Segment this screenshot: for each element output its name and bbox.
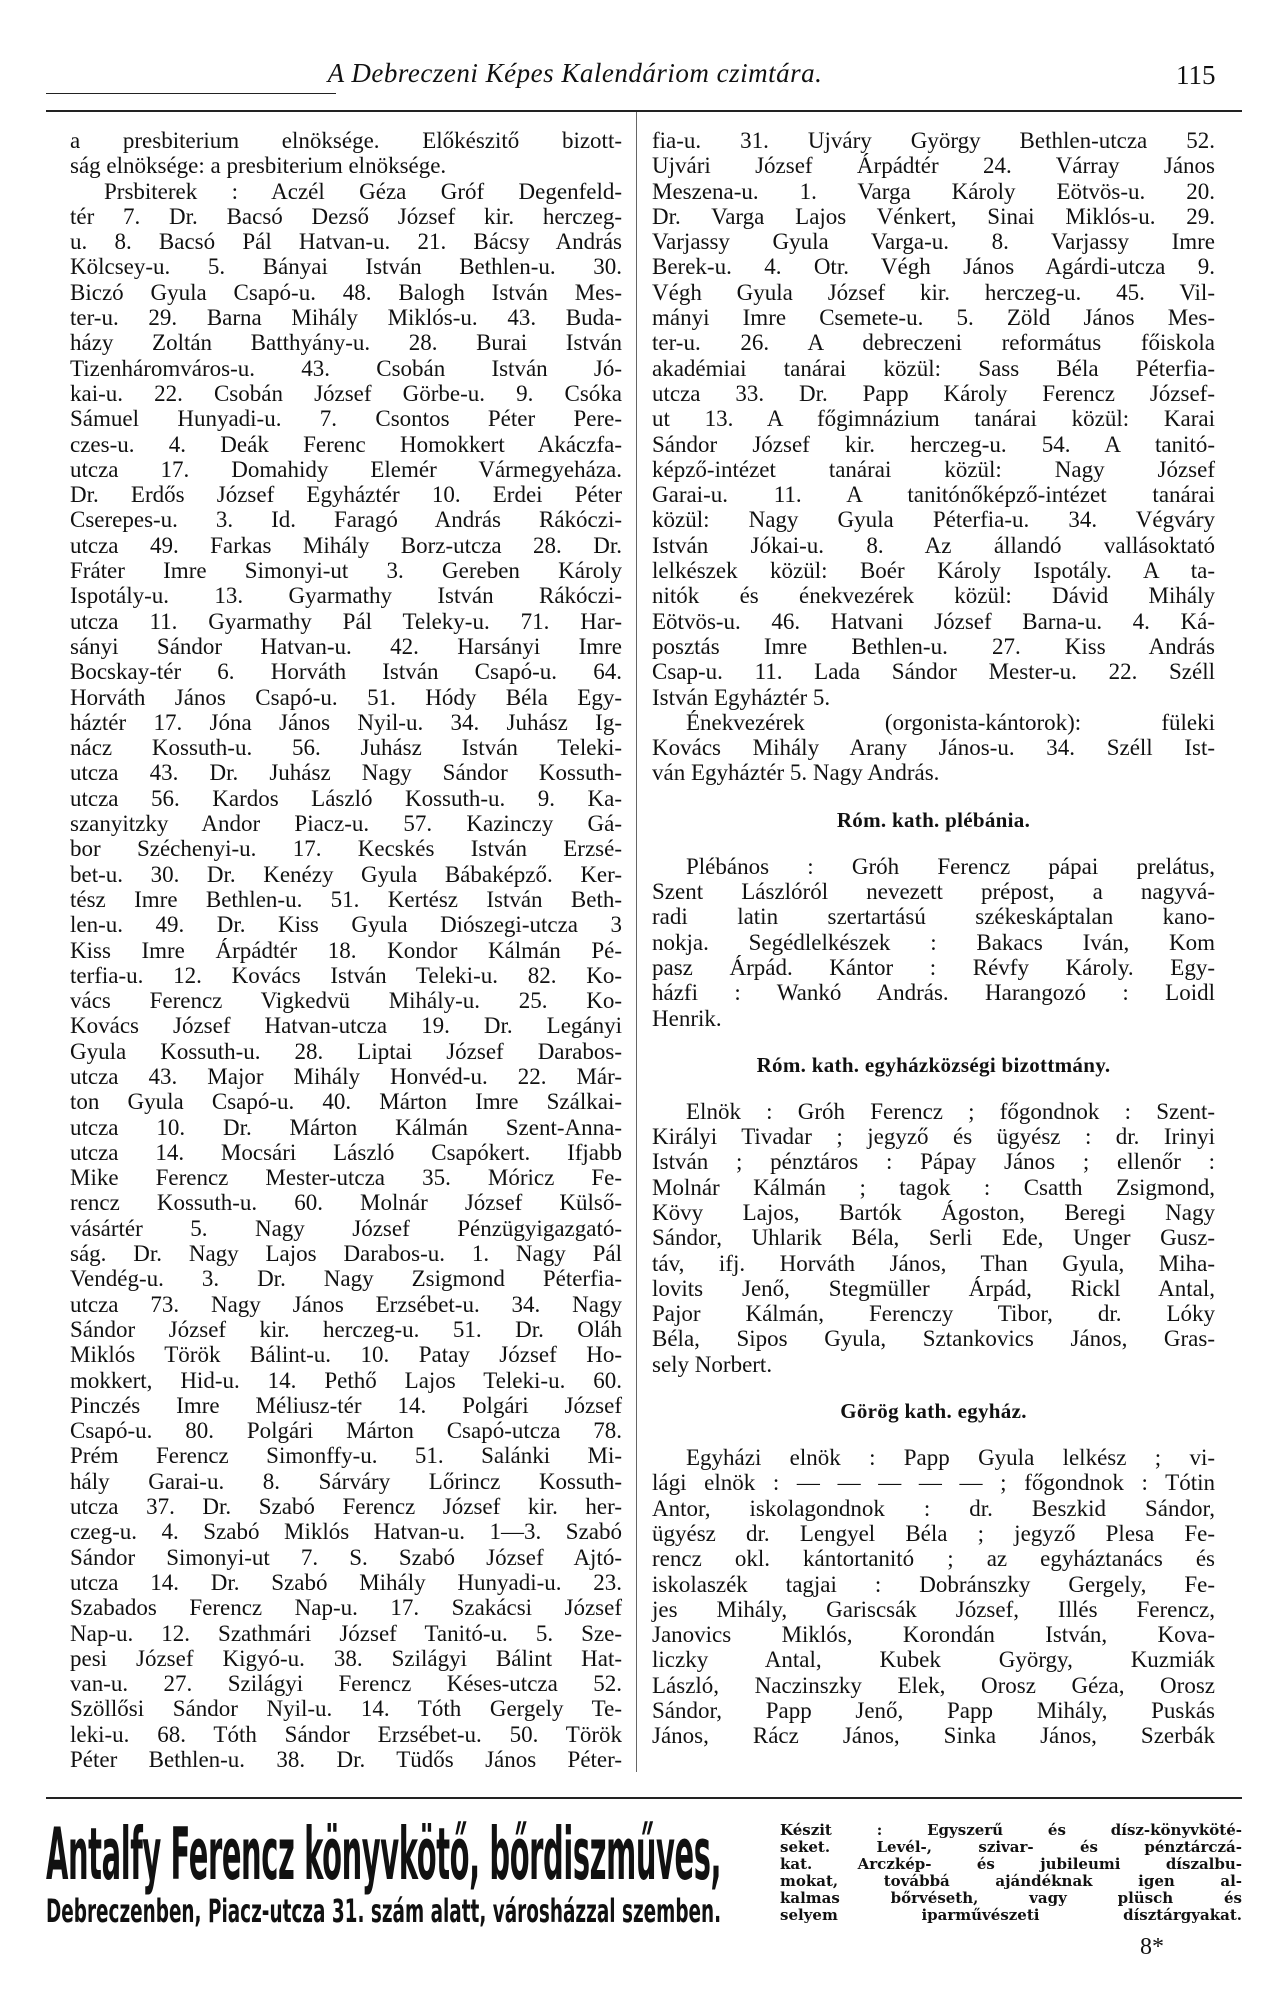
right-column bbox=[652, 128, 1215, 1749]
text-line: bor Széchenyi-u. 17. Kecskés István Erzsé- bbox=[70, 836, 622, 862]
text-line: Sándor Simonyi-ut 7. S. Szabó József Ajtó- bbox=[70, 1544, 622, 1570]
advertisement-rule bbox=[46, 1797, 1242, 1799]
section-heading: Róm. kath. plébánia. bbox=[836, 807, 1031, 832]
text-line: Sándor, Papp Jenő, Papp Mihály, Puskás bbox=[652, 1698, 1215, 1724]
text-line: Sándor József kir. herczeg-u. 54. A tanitó- bbox=[652, 431, 1215, 457]
text-line: nitók és énekvezérek közül: Dávid Mihály bbox=[652, 583, 1215, 609]
text-line: Nap-u. 12. Szathmári József Tanitó-u. 5. Sze- bbox=[70, 1620, 622, 1646]
header-title: A Debreczeni Képes Kalendáriom czimtára. bbox=[327, 58, 823, 88]
text-line: utcza 10. Dr. Márton Kálmán Szent-Anna- bbox=[70, 1114, 622, 1140]
text-line: a presbiterium elnöksége. Előkészitő bizott- bbox=[70, 128, 622, 153]
text-line: pesi József Kigyó-u. 38. Szilágyi Bálint Hat- bbox=[70, 1645, 622, 1671]
text-line: akadémiai tanárai közül: Sass Béla Péterfia- bbox=[652, 355, 1215, 381]
text-line: utcza 33. Dr. Papp Károly Ferencz József- bbox=[652, 380, 1215, 406]
paragraph bbox=[70, 179, 622, 1773]
text-line: István Jókai-u. 8. Az állandó vallásoktató bbox=[652, 532, 1215, 558]
text-line: ság elnöksége: a presbiterium elnöksége. bbox=[70, 153, 447, 179]
text-line: rencz Kossuth-u. 60. Molnár József Külső- bbox=[70, 1190, 622, 1216]
text-line: nokja. Segédlelkészek : Bakacs Iván, Kom bbox=[652, 929, 1215, 955]
paragraph bbox=[652, 128, 1215, 710]
header-rule bbox=[46, 110, 1242, 112]
text-line: Pajor Kálmán, Ferenczy Tibor, dr. Lóky bbox=[652, 1301, 1215, 1327]
text-line: ter-u. 29. Barna Mihály Miklós-u. 43. Buda- bbox=[70, 305, 622, 331]
text-line: Eötvös-u. 46. Hatvani József Barna-u. 4. Ká- bbox=[652, 608, 1215, 634]
text-line: leki-u. 68. Tóth Sándor Erzsébet-u. 50. Török bbox=[70, 1721, 622, 1747]
text-line: lági elnök : — — — — — ; főgondnok : Tótin bbox=[652, 1470, 1215, 1496]
header-rule-short bbox=[46, 93, 336, 94]
text-line: sányi Sándor Hatvan-u. 42. Harsányi Imre bbox=[70, 633, 622, 659]
text-line: mányi Imre Csemete-u. 5. Zöld János Mes- bbox=[652, 305, 1215, 331]
text-line: Egyházi elnök : Papp Gyula lelkész ; vi- bbox=[686, 1445, 1215, 1471]
text-line: Kiss Imre Árpádtér 18. Kondor Kálmán Pé- bbox=[70, 937, 622, 963]
text-line: len-u. 49. Dr. Kiss Gyula Diószegi-utcza 3 bbox=[70, 912, 622, 938]
text-line: liczky Antal, Kubek György, Kuzmiák bbox=[652, 1647, 1215, 1673]
text-line: János, Rácz János, Sinka János, Szerbák bbox=[652, 1723, 1215, 1749]
text-line: Sándor József kir. herczeg-u. 51. Dr. Oláh bbox=[70, 1316, 622, 1342]
text-line: Sándor, Uhlarik Béla, Serli Ede, Unger Gusz- bbox=[652, 1225, 1215, 1251]
text-line: vács Ferencz Vigkedvü Mihály-u. 25. Ko- bbox=[70, 988, 622, 1014]
text-line: ság. Dr. Nagy Lajos Darabos-u. 1. Nagy Pál bbox=[70, 1241, 622, 1267]
text-line: Antor, iskolagondnok : dr. Beszkid Sándor, bbox=[652, 1495, 1215, 1521]
text-line: Meszena-u. 1. Varga Károly Eötvös-u. 20. bbox=[652, 178, 1215, 204]
text-line: ut 13. A főgimnázium tanárai közül: Karai bbox=[652, 406, 1215, 432]
text-line: sely Norbert. bbox=[652, 1351, 773, 1377]
text-line: kai-u. 22. Csobán József Görbe-u. 9. Csóka bbox=[70, 380, 622, 406]
text-line: radi latin szertartású székeskáptalan kano- bbox=[652, 904, 1215, 930]
text-line: Plébános : Gróh Ferencz pápai prelátus, bbox=[686, 853, 1215, 879]
text-line: Bocskay-tér 6. Horváth István Csapó-u. 64. bbox=[70, 659, 622, 685]
text-line: u. 8. Bacsó Pál Hatvan-u. 21. Bácsy András bbox=[70, 229, 622, 255]
ad-description-line: kat. Arczkép- és jubileumi díszalbu- bbox=[780, 1855, 1242, 1873]
text-line: tér 7. Dr. Bacsó Dezső József kir. herczeg- bbox=[70, 203, 622, 229]
ad-description bbox=[780, 1822, 1242, 1924]
text-line: István ; pénztáros : Pápay János ; ellenőr : bbox=[652, 1149, 1215, 1175]
text-line: utcza 56. Kardos László Kossuth-u. 9. Ka- bbox=[70, 785, 622, 811]
text-line: utcza 11. Gyarmathy Pál Teleky-u. 71. Har- bbox=[70, 608, 622, 634]
text-line: házy Zoltán Batthyány-u. 28. Burai István bbox=[70, 330, 622, 356]
text-line: tész Imre Bethlen-u. 51. Kertész István Beth- bbox=[70, 886, 622, 912]
ad-description-line: mokat, továbbá ajándéknak igen al- bbox=[780, 1872, 1242, 1890]
text-line: Vendég-u. 3. Dr. Nagy Zsigmond Péterfia- bbox=[70, 1266, 622, 1292]
ad-description-line: seket. Levél-, szivar- és pénztárczá- bbox=[780, 1838, 1242, 1856]
ad-headline: Antalfy Ferencz könyvkötő, bőrdiszműves, bbox=[46, 1812, 722, 1896]
text-line: Szent Lászlóról nevezett prépost, a nagyvá- bbox=[652, 879, 1215, 905]
text-line: képző-intézet tanárai közül: Nagy József bbox=[652, 456, 1215, 482]
text-line: Ispotály-u. 13. Gyarmathy István Rákóczi- bbox=[70, 583, 622, 609]
text-line: Kölcsey-u. 5. Bányai István Bethlen-u. 30. bbox=[70, 254, 622, 280]
text-line: Királyi Tivadar ; jegyző és ügyész : dr. Irinyi bbox=[652, 1124, 1215, 1150]
section-heading: Róm. kath. egyházközségi bizottmány. bbox=[756, 1052, 1111, 1077]
text-line: István Egyháztér 5. bbox=[652, 684, 831, 710]
text-line: utcza 17. Domahidy Elemér Vármegyeháza. bbox=[70, 456, 622, 482]
text-line: Prsbiterek : Aczél Géza Gróf Degenfeld- bbox=[104, 178, 622, 204]
text-line: Henrik. bbox=[652, 1005, 722, 1031]
text-line: Molnár Kálmán ; tagok : Csatth Zsigmond, bbox=[652, 1174, 1215, 1200]
column-divider bbox=[636, 112, 637, 1772]
text-line: Ujvári József Árpádtér 24. Várray János bbox=[652, 153, 1215, 179]
paragraph bbox=[70, 128, 622, 179]
text-line: Péter Bethlen-u. 38. Dr. Tüdős János Péter- bbox=[70, 1747, 622, 1772]
text-line: Prém Ferencz Simonffy-u. 51. Salánki Mi- bbox=[70, 1443, 622, 1469]
text-line: ván Egyháztér 5. Nagy András. bbox=[652, 760, 940, 786]
text-line: Janovics Miklós, Korondán István, Kova- bbox=[652, 1622, 1215, 1648]
text-line: utcza 49. Farkas Mihály Borz-utcza 28. Dr. bbox=[70, 532, 622, 558]
text-line: Énekvezérek (orgonista-kántorok): füleki bbox=[686, 709, 1215, 735]
text-line: iskolaszék tagjai : Dobránszky Gergely, Fe- bbox=[652, 1571, 1215, 1597]
text-line: utcza 14. Mocsári László Csapókert. Ifjabb bbox=[70, 1139, 622, 1165]
text-line: posztás Imre Bethlen-u. 27. Kiss András bbox=[652, 633, 1215, 659]
text-line: Miklós Török Bálint-u. 10. Patay József Ho- bbox=[70, 1342, 622, 1368]
left-column bbox=[70, 128, 622, 1772]
text-line: utcza 14. Dr. Szabó Mihály Hunyadi-u. 23. bbox=[70, 1569, 622, 1595]
paragraph bbox=[652, 1099, 1215, 1377]
text-line: Varjassy Gyula Varga-u. 8. Varjassy Imre bbox=[652, 229, 1215, 255]
text-line: Tizenháromváros-u. 43. Csobán István Jó- bbox=[70, 355, 622, 381]
text-line: terfia-u. 12. Kovács István Teleki-u. 82. Ko- bbox=[70, 962, 622, 988]
text-line: Kovács József Hatvan-utcza 19. Dr. Legányi bbox=[70, 1013, 622, 1039]
text-line: Szabados Ferencz Nap-u. 17. Szakácsi József bbox=[70, 1595, 622, 1621]
text-line: Csapó-u. 80. Polgári Márton Csapó-utcza 78. bbox=[70, 1418, 622, 1444]
text-line: rencz okl. kántortanitó ; az egyháztanács és bbox=[652, 1546, 1215, 1572]
text-line: Béla, Sipos Gyula, Sztankovics János, Gras- bbox=[652, 1326, 1215, 1352]
text-line: Szöllősi Sándor Nyil-u. 14. Tóth Gergely Te- bbox=[70, 1696, 622, 1722]
text-line: utcza 43. Dr. Juhász Nagy Sándor Kossuth- bbox=[70, 760, 622, 786]
text-line: házfi : Wankó András. Harangozó : Loidl bbox=[652, 980, 1215, 1006]
text-line: lelkészek közül: Boér Károly Ispotály. A ta- bbox=[652, 558, 1215, 584]
section-heading: Görög kath. egyház. bbox=[840, 1399, 1027, 1424]
ad-description-line: kalmas bőrvéseth, vagy plüsch és bbox=[780, 1889, 1242, 1907]
text-line: Gyula Kossuth-u. 28. Liptai József Darabos- bbox=[70, 1038, 622, 1064]
text-line: Dr. Erdős József Egyháztér 10. Erdei Péter bbox=[70, 482, 622, 508]
paragraph bbox=[652, 854, 1215, 1031]
text-line: utcza 37. Dr. Szabó Ferencz József kir. her- bbox=[70, 1494, 622, 1520]
text-line: táv, ifj. Horváth János, Than Gyula, Miha- bbox=[652, 1250, 1215, 1276]
text-line: utcza 73. Nagy János Erzsébet-u. 34. Nagy bbox=[70, 1291, 622, 1317]
text-line: czes-u. 4. Deák Ferenc Homokkert Akáczfa- bbox=[70, 431, 622, 457]
text-line: ter-u. 26. A debreczeni református főiskola bbox=[652, 330, 1215, 356]
text-line: Elnök : Gróh Ferencz ; főgondnok : Szent- bbox=[686, 1098, 1215, 1124]
signature-mark: 8* bbox=[1140, 1934, 1164, 1960]
text-line: Horváth János Csapó-u. 51. Hódy Béla Egy- bbox=[70, 684, 622, 710]
text-line: szanyitzky Andor Piacz-u. 57. Kazinczy Gá- bbox=[70, 811, 622, 837]
text-line: mokkert, Hid-u. 14. Pethő Lajos Teleki-u. 60. bbox=[70, 1367, 622, 1393]
ad-description-line: selyem iparművészeti dísztárgyakat. bbox=[780, 1906, 1242, 1924]
paragraph bbox=[652, 1445, 1215, 1749]
text-line: Biczó Gyula Csapó-u. 48. Balogh István Mes- bbox=[70, 279, 622, 305]
text-line: Garai-u. 11. A tanitónőképző-intézet tanárai bbox=[652, 482, 1215, 508]
paragraph bbox=[652, 710, 1215, 786]
text-line: Berek-u. 4. Otr. Végh János Agárdi-utcza 9. bbox=[652, 254, 1215, 280]
text-line: háztér 17. Jóna János Nyil-u. 34. Juhász Ig- bbox=[70, 709, 622, 735]
text-line: Cserepes-u. 3. Id. Faragó András Rákóczi- bbox=[70, 507, 622, 533]
text-line: vásártér 5. Nagy József Pénzügyigazgató- bbox=[70, 1215, 622, 1241]
text-line: czeg-u. 4. Szabó Miklós Hatvan-u. 1—3. Szabó bbox=[70, 1519, 622, 1545]
text-line: ügyész dr. Lengyel Béla ; jegyző Plesa Fe- bbox=[652, 1520, 1215, 1546]
text-line: nácz Kossuth-u. 56. Juhász István Teleki- bbox=[70, 735, 622, 761]
text-line: közül: Nagy Gyula Péterfia-u. 34. Végváry bbox=[652, 507, 1215, 533]
text-line: Végh Gyula József kir. herczeg-u. 45. Vil- bbox=[652, 279, 1215, 305]
ad-description-line: Készit : Egyszerű és dísz-könyvköté- bbox=[780, 1821, 1242, 1839]
text-line: Pinczés Imre Méliusz-tér 14. Polgári József bbox=[70, 1392, 622, 1418]
text-line: Fráter Imre Simonyi-ut 3. Gereben Károly bbox=[70, 558, 622, 584]
page-number: 115 bbox=[1176, 60, 1216, 90]
text-line: jes Mihály, Gariscsák József, Illés Ferencz, bbox=[652, 1596, 1215, 1622]
text-line: Dr. Varga Lajos Vénkert, Sinai Miklós-u. 29. bbox=[652, 203, 1215, 229]
ad-address: Debreczenben, Piacz-utcza 31. szám alatt, városházzal szemben. bbox=[46, 1892, 722, 1930]
text-line: László, Naczinszky Elek, Orosz Géza, Orosz bbox=[652, 1672, 1215, 1698]
text-line: Kovács Mihály Arany János-u. 34. Széll Ist- bbox=[652, 735, 1215, 761]
text-line: Mike Ferencz Mester-utcza 35. Móricz Fe- bbox=[70, 1165, 622, 1191]
text-line: Sámuel Hunyadi-u. 7. Csontos Péter Pere- bbox=[70, 406, 622, 432]
text-line: lovits Jenő, Stegmüller Árpád, Rickl Antal, bbox=[652, 1275, 1215, 1301]
text-line: Csap-u. 11. Lada Sándor Mester-u. 22. Széll bbox=[652, 659, 1215, 685]
text-line: ton Gyula Csapó-u. 40. Márton Imre Szálkai- bbox=[70, 1089, 622, 1115]
text-line: van-u. 27. Szilágyi Ferencz Késes-utcza 52. bbox=[70, 1671, 622, 1697]
text-line: utcza 43. Major Mihály Honvéd-u. 22. Már- bbox=[70, 1063, 622, 1089]
text-line: Kövy Lajos, Bartók Ágoston, Beregi Nagy bbox=[652, 1199, 1215, 1225]
text-line: bet-u. 30. Dr. Kenézy Gyula Bábaképző. Ker- bbox=[70, 861, 622, 887]
text-line: fia-u. 31. Ujváry György Bethlen-utcza 52. bbox=[652, 128, 1215, 153]
text-line: pasz Árpád. Kántor : Révfy Károly. Egy- bbox=[652, 954, 1215, 980]
text-line: hály Garai-u. 8. Sárváry Lőrincz Kossuth- bbox=[70, 1468, 622, 1494]
